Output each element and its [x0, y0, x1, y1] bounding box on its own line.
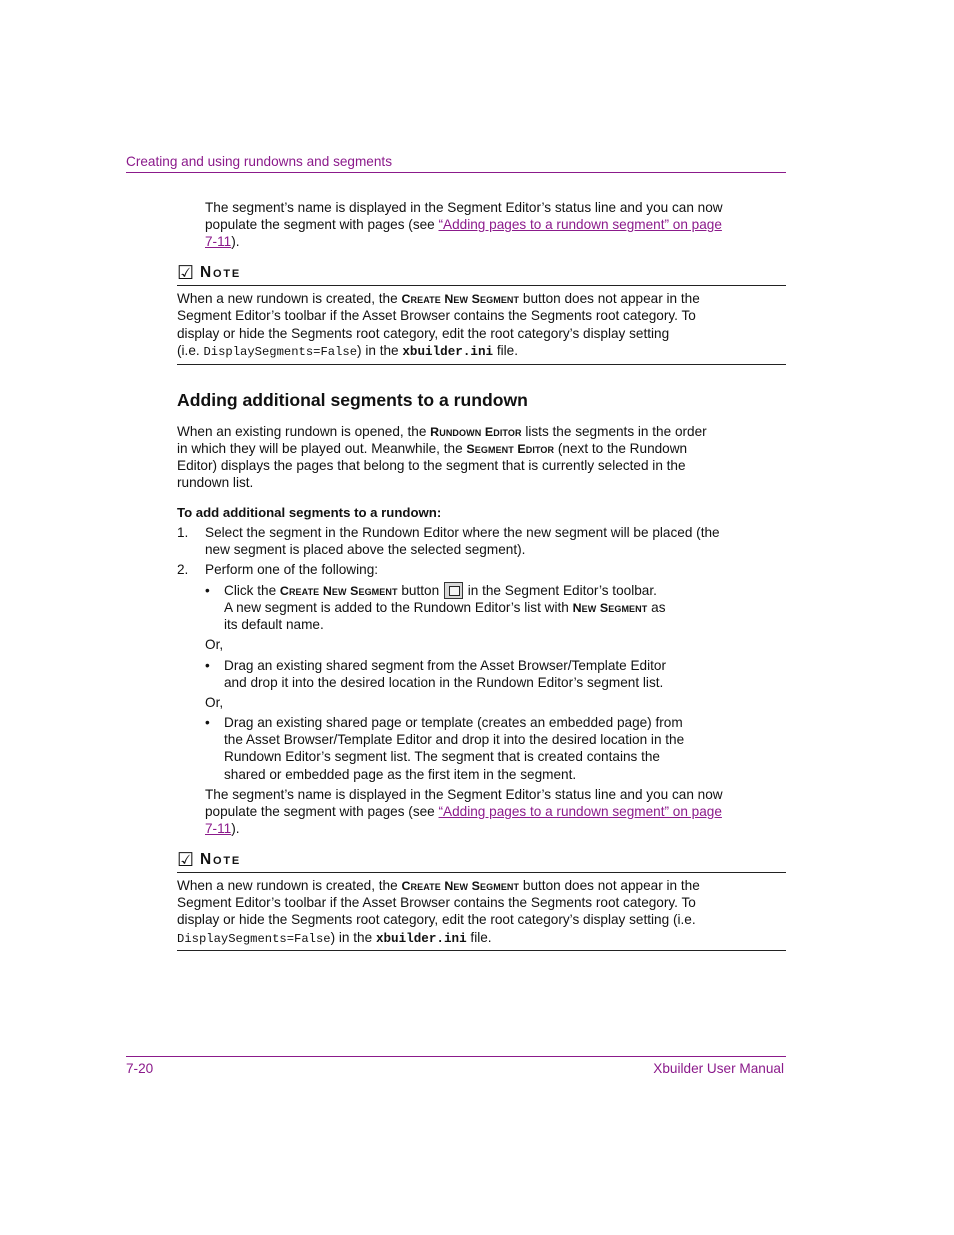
bullet-line: Drag an existing shared segment from the Asset Browser/Template Editor — [224, 658, 667, 673]
step-number: 1. — [177, 525, 189, 540]
bullet-text: A new segment is added to the Rundown Editor’s list with — [224, 600, 573, 615]
para-line — [205, 820, 240, 837]
bullet-text: as — [647, 600, 666, 615]
para-line — [205, 803, 722, 820]
ui-term: Segment Editor — [466, 442, 555, 456]
note-line: display or hide the Segments root category, edit the root category’s display setting — [177, 326, 670, 341]
file-name: xbuilder.ini — [402, 345, 494, 359]
footer-rule — [126, 1056, 786, 1057]
bullet-text: button — [397, 583, 443, 598]
note-label: Note — [200, 851, 242, 868]
note-text: When a new rundown is created, the — [177, 291, 402, 306]
page-number: 7-20 — [126, 1061, 154, 1076]
note-text: file. — [466, 930, 492, 945]
para-text: populate the segment with pages (see — [205, 217, 439, 232]
note-text: file. — [493, 343, 519, 358]
para-text: When an existing rundown is opened, the — [177, 424, 431, 439]
para-line — [205, 233, 240, 250]
note-line: display or hide the Segments root category, edit the root category’s display setting (i.e. — [177, 912, 696, 927]
note-text: ) in the — [357, 343, 403, 358]
note-text: ) in the — [330, 930, 376, 945]
page-reference-link[interactable]: 7-11 — [205, 234, 232, 249]
note-text: (i.e. — [177, 343, 204, 358]
para-line: The segment’s name is displayed in the Segment Editor’s status line and you can now — [205, 200, 723, 215]
ui-term: Create New Segment — [401, 292, 520, 306]
running-header: Creating and using rundowns and segments — [126, 154, 393, 169]
bullet-line: Drag an existing shared page or template (creates an embedded page) from — [224, 715, 683, 730]
note-top-rule — [177, 285, 786, 286]
ui-term: Create New Segment — [279, 584, 398, 598]
file-name: xbuilder.ini — [375, 932, 467, 946]
note-line — [177, 290, 700, 308]
bullet-line — [224, 582, 657, 600]
note-line — [177, 877, 700, 895]
note-bottom-rule — [177, 364, 786, 365]
page-reference-link[interactable]: 7-11 — [205, 821, 232, 836]
checkbox-check-icon: ☑ — [177, 850, 195, 871]
cross-reference-link[interactable]: “Adding pages to a rundown segment” on page — [438, 217, 722, 232]
bullet-line: its default name. — [224, 617, 324, 632]
note-top-rule — [177, 872, 786, 873]
bullet-line: the Asset Browser/Template Editor and drop it into the desired location in the — [224, 732, 685, 747]
note-heading — [177, 850, 241, 871]
step-line: new segment is placed above the selected segment). — [205, 542, 526, 557]
bullet-line: and drop it into the desired location in the Rundown Editor’s segment list. — [224, 675, 664, 690]
para-text: lists the segments in the order — [521, 424, 707, 439]
bullet-text: Click the — [224, 583, 280, 598]
para-text: (next to the Rundown — [554, 441, 688, 456]
or-separator: Or, — [205, 637, 224, 652]
note-line: Segment Editor’s toolbar if the Asset Browser contains the Segments root category. To — [177, 895, 696, 910]
para-line: Editor) displays the pages that belong to the segment that is currently selected in the — [177, 458, 686, 473]
note-text: button does not appear in the — [519, 291, 700, 306]
code-setting: DisplaySegments=False — [203, 345, 358, 359]
note-line — [177, 929, 492, 948]
para-line: rundown list. — [177, 475, 254, 490]
step-line: Perform one of the following: — [205, 562, 379, 577]
para-line — [205, 216, 722, 233]
cross-reference-link[interactable]: “Adding pages to a rundown segment” on page — [438, 804, 722, 819]
bullet-line: shared or embedded page as the first item in the segment. — [224, 767, 577, 782]
step-line: Select the segment in the Rundown Editor where the new segment will be placed (the — [205, 525, 720, 540]
ui-term: New Segment — [572, 601, 648, 615]
bullet-text: in the Segment Editor’s toolbar. — [463, 583, 657, 598]
para-text: populate the segment with pages (see — [205, 804, 439, 819]
para-line — [177, 440, 687, 458]
note-label: Note — [200, 264, 242, 281]
code-setting: DisplaySegments=False — [177, 932, 331, 946]
note-bottom-rule — [177, 950, 786, 951]
bullet-line: Rundown Editor’s segment list. The segment that is created contains the — [224, 749, 660, 764]
note-text: When a new rundown is created, the — [177, 878, 402, 893]
or-separator: Or, — [205, 695, 224, 710]
ui-term: Create New Segment — [401, 879, 520, 893]
checkbox-check-icon: ☑ — [177, 263, 195, 284]
step-number: 2. — [177, 562, 189, 577]
create-new-segment-icon — [444, 582, 463, 599]
para-text: ). — [231, 821, 240, 836]
bullet-marker: • — [205, 583, 210, 598]
note-heading — [177, 263, 241, 284]
para-text: in which they will be played out. Meanwhile, the — [177, 441, 467, 456]
para-line: The segment’s name is displayed in the Segment Editor’s status line and you can now — [205, 787, 723, 802]
note-line: Segment Editor’s toolbar if the Asset Browser contains the Segments root category. To — [177, 308, 696, 323]
manual-title: Xbuilder User Manual — [653, 1061, 784, 1076]
note-line — [177, 342, 518, 361]
para-text: ). — [231, 234, 240, 249]
procedure-title: To add additional segments to a rundown: — [177, 505, 442, 520]
bullet-line — [224, 599, 666, 617]
bullet-marker: • — [205, 658, 210, 673]
ui-term: Rundown Editor — [430, 425, 522, 439]
section-heading: Adding additional segments to a rundown — [177, 390, 528, 410]
bullet-marker: • — [205, 715, 210, 730]
header-rule — [126, 172, 786, 173]
para-line — [177, 423, 707, 441]
note-text: button does not appear in the — [519, 878, 700, 893]
